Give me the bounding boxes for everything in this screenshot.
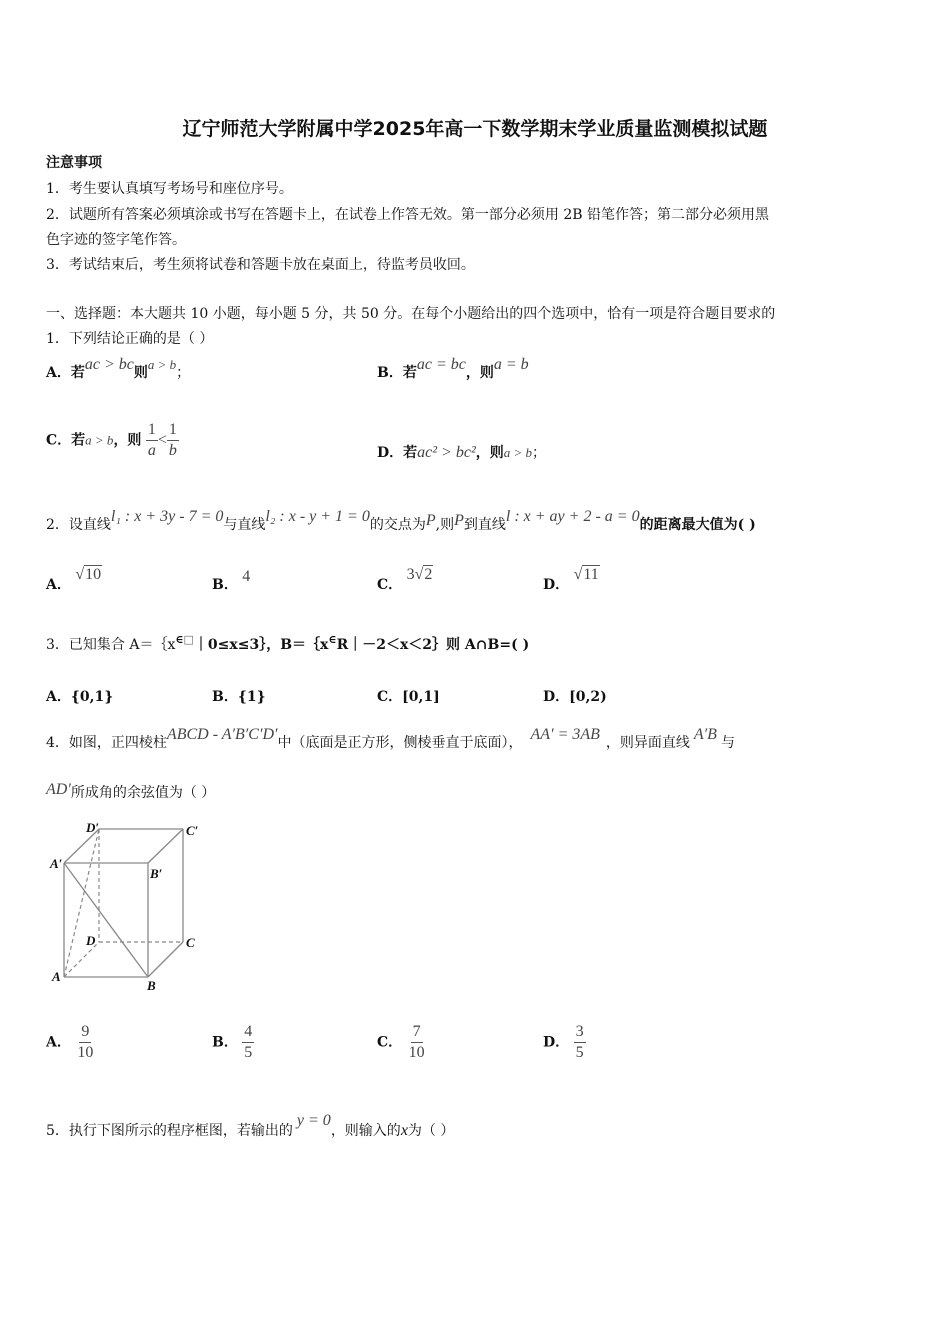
q2-option-c-value: 2 bbox=[424, 566, 433, 583]
q1-option-b-result: a = b bbox=[493, 356, 529, 373]
q2-option-c bbox=[377, 566, 433, 594]
q4-suffix: 所成角的余弦值为（ ） bbox=[70, 785, 216, 801]
q3-option-b: B．{1} bbox=[212, 689, 266, 705]
q5-mid: ，则输入的 bbox=[330, 1123, 401, 1139]
q3-rest: R｜－2＜x＜2｝则 A∩B=( ) bbox=[336, 637, 530, 653]
q1-option-a-condition: ac > bc bbox=[84, 356, 134, 373]
q1-option-d-then: ，则 bbox=[475, 445, 504, 461]
q1-option-c-fraction-2-num: 1 bbox=[167, 420, 179, 441]
q3-element-of-1: ∈ bbox=[175, 633, 184, 646]
q4-option-d-den: 5 bbox=[575, 1044, 584, 1061]
q2-option-c-label: C． bbox=[377, 577, 403, 593]
label-a: A bbox=[52, 969, 61, 984]
q2-point-p-2: P bbox=[454, 512, 464, 529]
q2-option-c-coefficient: 3 bbox=[406, 566, 415, 583]
label-d-prime: D′ bbox=[86, 820, 100, 835]
segment-a-prime-b bbox=[64, 863, 148, 977]
q2-option-d bbox=[543, 566, 600, 594]
q4-option-a bbox=[46, 1022, 95, 1063]
q4-with: 与 bbox=[720, 735, 735, 751]
q4-option-c-label: C． bbox=[377, 1034, 403, 1051]
q4-option-c-num: 7 bbox=[411, 1022, 423, 1043]
notice-item-1: 1．考生要认真填写考场号和座位序号。 bbox=[46, 181, 293, 197]
q2-option-c-sqrt: 3√2 bbox=[406, 566, 433, 583]
label-d: D bbox=[86, 933, 96, 948]
q4-prefix: 4．如图，正四棱柱 bbox=[46, 735, 167, 751]
q2-option-b-label: B． bbox=[212, 577, 238, 593]
q4-option-d-num: 3 bbox=[574, 1022, 586, 1043]
q2-stem bbox=[46, 508, 756, 534]
q4-option-a-num: 9 bbox=[79, 1022, 91, 1043]
q1-option-c bbox=[46, 420, 179, 461]
q4-option-b-fraction bbox=[242, 1022, 254, 1063]
q4-option-a-label: A． bbox=[46, 1034, 71, 1051]
q4-then: ，则异面直线 bbox=[605, 735, 690, 751]
q4-option-a-fraction bbox=[75, 1022, 95, 1063]
q1-option-a-result: a > b bbox=[147, 357, 177, 372]
q4-option-d-label: D． bbox=[543, 1034, 570, 1051]
q4-option-b-num: 4 bbox=[242, 1022, 254, 1043]
q2-option-d-sqrt: √11 bbox=[573, 566, 599, 583]
q1-option-d-label: D．若 bbox=[377, 445, 418, 461]
q5-stem bbox=[46, 1112, 455, 1140]
q2-option-d-label: D． bbox=[543, 577, 570, 593]
q2-option-a-sqrt: √10 bbox=[75, 566, 102, 583]
q1-option-c-fraction-1-num: 1 bbox=[146, 420, 158, 441]
q1-option-b bbox=[377, 356, 529, 382]
q1-option-b-label: B．若 bbox=[377, 365, 417, 381]
label-a-prime: A′ bbox=[50, 856, 63, 871]
notice-heading: 注意事项 bbox=[46, 155, 102, 171]
edge-b-c bbox=[148, 942, 183, 977]
q1-option-a-then: 则 bbox=[133, 365, 148, 381]
label-b: B bbox=[147, 978, 156, 993]
q4-option-c-fraction bbox=[407, 1022, 427, 1063]
q1-option-c-fraction-2-den: b bbox=[168, 442, 177, 459]
q4-option-d bbox=[543, 1022, 586, 1063]
q1-option-a-end: ； bbox=[176, 365, 191, 381]
q2-to-line: 到直线 bbox=[463, 517, 506, 533]
q2-line-l2: l₂ : x - y + 1 = 0 bbox=[265, 508, 370, 525]
q5-suffix: 为（ ） bbox=[407, 1123, 455, 1139]
q1-option-d-condition: ac² > bc² bbox=[417, 444, 476, 461]
q3-mid: ｜0≤x≤3｝，B＝｛x bbox=[193, 637, 329, 653]
q1-option-d-end: ； bbox=[532, 445, 547, 461]
q4-option-c bbox=[377, 1022, 427, 1063]
q4-prism-figure bbox=[46, 815, 216, 995]
q3-missing-symbol: □ bbox=[183, 633, 194, 646]
q5-variable: x bbox=[400, 1122, 408, 1139]
q2-intersect-text: 的交点为 bbox=[369, 517, 426, 533]
label-c-prime: C′ bbox=[186, 823, 199, 838]
q1-option-d-result: a > b bbox=[503, 445, 533, 460]
q4-mid: 中（底面是正方形，侧棱垂直于底面）， bbox=[277, 735, 523, 751]
q2-option-b-value: 4 bbox=[242, 568, 251, 585]
q2-option-a bbox=[46, 566, 102, 594]
q1-option-a bbox=[46, 356, 191, 382]
q2-point-p: P bbox=[425, 512, 436, 529]
q2-line-l: l : x + ay + 2 - a = 0 bbox=[505, 508, 640, 525]
q1-option-c-less-than: < bbox=[157, 431, 167, 449]
q5-prefix: 5．执行下图所示的程序框图，若输出的 bbox=[46, 1123, 293, 1139]
q3-option-c: C．[0,1] bbox=[377, 689, 440, 705]
q4-option-d-fraction bbox=[574, 1022, 586, 1063]
q2-option-a-value: 10 bbox=[85, 566, 102, 583]
label-b-prime: B′ bbox=[150, 866, 163, 881]
q4-line-a-prime-b: A′B bbox=[693, 726, 717, 743]
notice-item-2-line2: 色字迹的签字笔作答。 bbox=[46, 232, 186, 248]
q2-suffix: 的距离最大值为( ) bbox=[639, 517, 756, 533]
q2-option-a-label: A． bbox=[46, 577, 71, 593]
notice-item-2-line1: 2．试题所有答案必须填涂或书写在答题卡上，在试卷上作答无效。第一部分必须用 2B 铅笔作答；第二部分必须用黑 bbox=[46, 207, 769, 223]
q1-stem: 1．下列结论正确的是（ ） bbox=[46, 331, 214, 347]
label-c: C bbox=[186, 935, 195, 950]
q1-option-b-then: ，则 bbox=[465, 365, 494, 381]
q1-option-d bbox=[377, 442, 546, 462]
q2-option-b bbox=[212, 568, 251, 594]
q1-option-c-fraction-1-den: a bbox=[147, 442, 156, 459]
q2-option-d-value: 11 bbox=[583, 566, 599, 583]
q1-option-c-fraction-2 bbox=[167, 420, 179, 461]
q1-option-c-then: ，则 bbox=[113, 432, 142, 449]
q4-line-ad-prime: AD′ bbox=[46, 781, 71, 798]
q4-option-b bbox=[212, 1022, 254, 1063]
q2-line-l1: l₁ : x + 3y - 7 = 0 bbox=[110, 508, 224, 525]
q3-option-d: D．[0,2) bbox=[543, 689, 607, 705]
q2-prefix: 2．设直线 bbox=[46, 517, 111, 533]
q1-option-a-label: A．若 bbox=[46, 365, 85, 381]
q4-stem-line2 bbox=[46, 782, 215, 802]
q4-stem bbox=[46, 726, 735, 752]
q4-condition: AA′ = 3AB bbox=[530, 726, 600, 743]
q4-option-a-den: 10 bbox=[77, 1044, 94, 1061]
q2-with: 与直线 bbox=[223, 517, 266, 533]
q1-option-c-fraction-1 bbox=[146, 420, 158, 461]
q3-prefix: 3．已知集合 A＝｛x bbox=[46, 637, 176, 653]
q1-option-c-condition: a > b bbox=[85, 432, 114, 448]
q4-option-b-den: 5 bbox=[244, 1044, 253, 1061]
q2-then: ,则 bbox=[435, 517, 455, 533]
q3-option-a: A．{0,1} bbox=[46, 689, 114, 705]
q3-element-of-2: ∈ bbox=[328, 633, 337, 646]
page-title: 辽宁师范大学附属中学2025年高一下数学期末学业质量监测模拟试题 bbox=[182, 118, 768, 140]
q4-option-c-den: 10 bbox=[408, 1044, 425, 1061]
q1-option-c-label: C．若 bbox=[46, 432, 86, 449]
q4-option-b-label: B． bbox=[212, 1034, 238, 1051]
q1-option-b-condition: ac = bc bbox=[416, 356, 466, 373]
notice-item-3: 3．考试结束后，考生须将试卷和答题卡放在桌面上，待监考员收回。 bbox=[46, 257, 475, 273]
q5-condition: y = 0 bbox=[296, 1112, 331, 1129]
q3-stem bbox=[46, 634, 529, 654]
section1-heading: 一、选择题：本大题共 10 小题，每小题 5 分，共 50 分。在每个小题给出的四个选项中，恰有一项是符合题目要求的 bbox=[46, 306, 776, 322]
edge-b-prime-c-prime bbox=[148, 829, 183, 863]
q4-prism: ABCD - A′B′C′D′ bbox=[166, 726, 278, 743]
